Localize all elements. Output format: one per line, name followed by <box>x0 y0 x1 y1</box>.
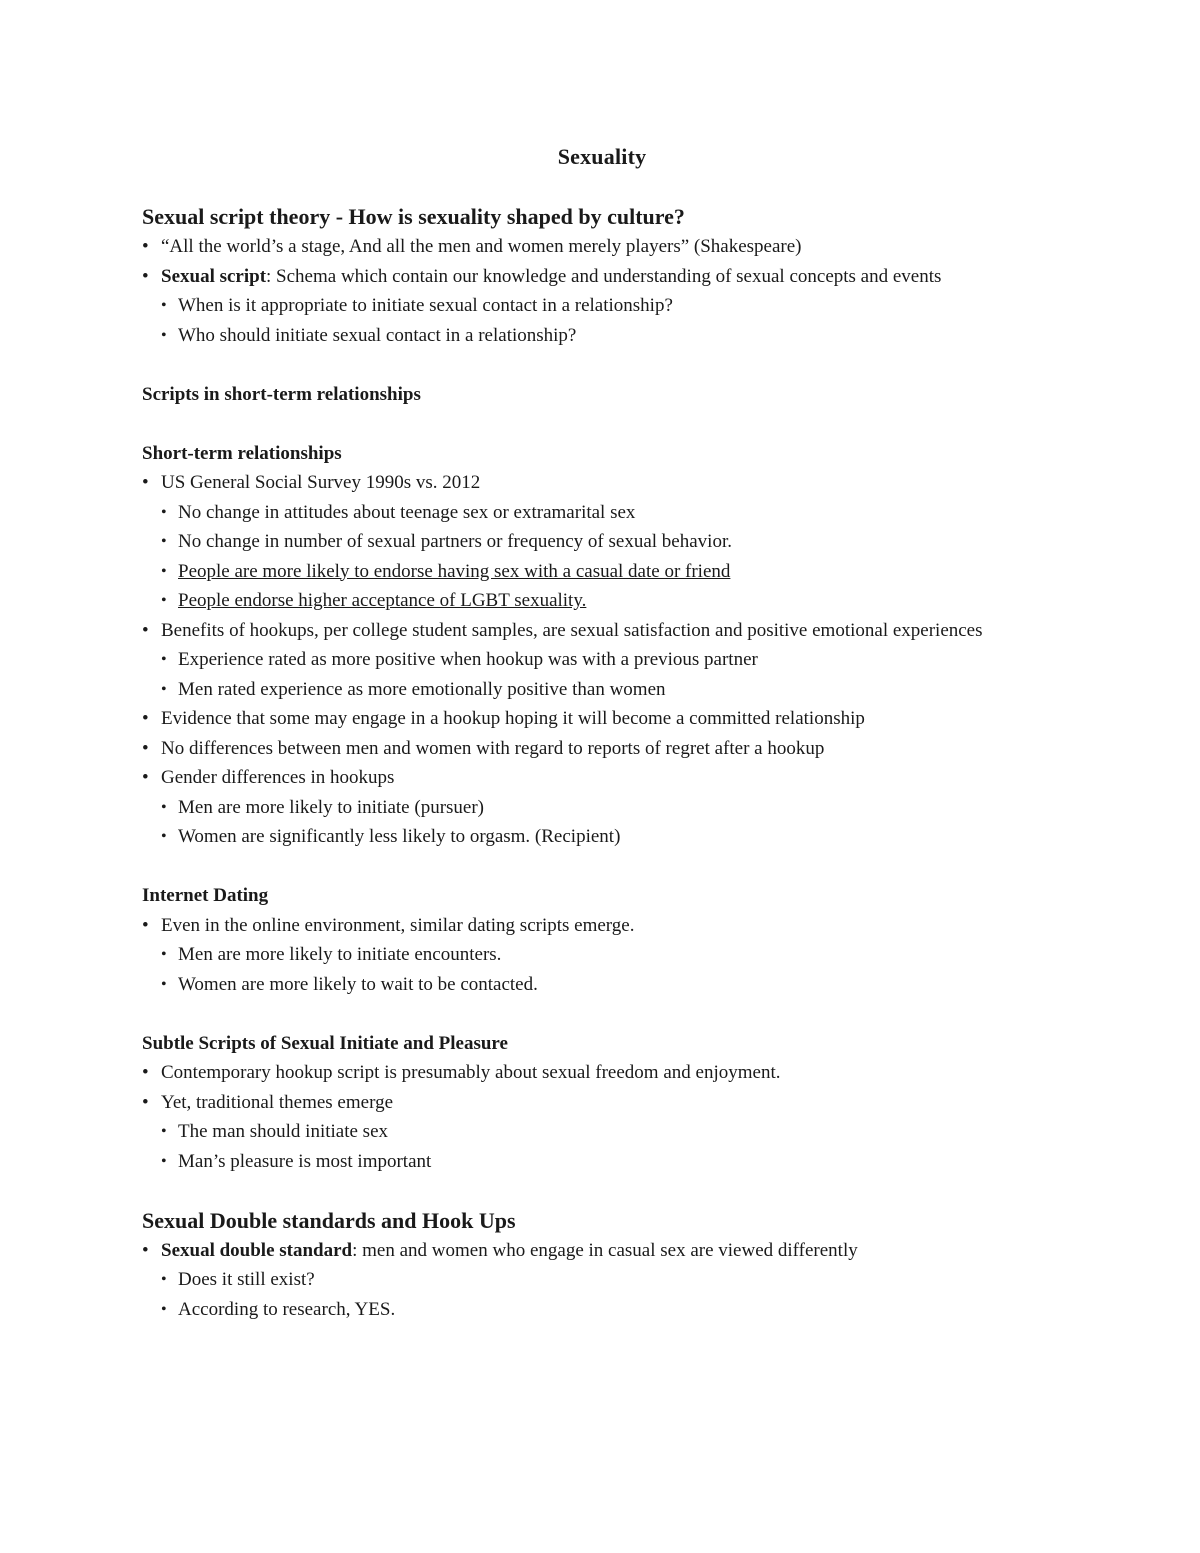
sub-list-item: • Women are significantly less likely to orgasm. (Recipient) <box>142 822 1062 852</box>
section-heading-subtle-scripts: Subtle Scripts of Sexual Initiate and Pleasure <box>142 1032 508 1054</box>
sub-list-item: • No change in number of sexual partners or frequency of sexual behavior. <box>142 527 1062 557</box>
section-heading-sexual-script-theory: Sexual script theory - How is sexuality shaped by culture? <box>142 204 685 229</box>
sub-list-item: • Men are more likely to initiate encounters. <box>142 940 1062 970</box>
underlined-text: People are more likely to endorse having sex with a casual date or friend <box>178 560 731 582</box>
list-item: • Gender differences in hookups <box>142 763 1062 793</box>
spacer <box>142 350 1062 380</box>
sub-list-item: • No change in attitudes about teenage sex or extramarital sex <box>142 498 1062 528</box>
term-label: Sexual double standard <box>161 1239 353 1261</box>
document-title: Sexuality <box>557 144 647 169</box>
underlined-text: People endorse higher acceptance of LGBT sexuality. <box>178 590 587 611</box>
section-list-short-term-relationships <box>142 468 1062 852</box>
sub-list-item: • Men are more likely to initiate (pursuer) <box>142 793 1062 823</box>
list-item: • Yet, traditional themes emerge <box>142 1088 1062 1118</box>
section-list-sexual-script-theory <box>142 232 1062 350</box>
term-definition: : men and women who engage in casual sex are viewed differently <box>352 1239 858 1261</box>
sub-list-item: • When is it appropriate to initiate sexual contact in a relationship? <box>142 291 1062 321</box>
document-page <box>142 140 1062 1324</box>
sub-list-item: • Man’s pleasure is most important <box>142 1147 1062 1177</box>
section-heading-scripts-short-term: Scripts in short-term relationships <box>142 383 421 405</box>
spacer <box>142 1176 1062 1206</box>
list-item: • Benefits of hookups, per college student samples, are sexual satisfaction and positive emotional experiences <box>142 616 1062 646</box>
sub-list-item: • Experience rated as more positive when hookup was with a previous partner <box>142 645 1062 675</box>
section-list-subtle-scripts <box>142 1058 1062 1176</box>
section-heading-double-standards: Sexual Double standards and Hook Ups <box>142 1207 516 1233</box>
section-list-double-standards <box>142 1236 1062 1325</box>
sub-list-item: • According to research, YES. <box>142 1295 1062 1325</box>
spacer <box>142 852 1062 882</box>
sub-list-item: • Men rated experience as more emotionally positive than women <box>142 675 1062 705</box>
list-item: • Even in the online environment, similar dating scripts emerge. <box>142 911 1062 941</box>
section-list-internet-dating <box>142 911 1062 1000</box>
list-item: • US General Social Survey 1990s vs. 2012 <box>142 468 1062 498</box>
term-definition: : Schema which contain our knowledge and understanding of sexual concepts and events <box>266 265 942 287</box>
list-item: • No differences between men and women with regard to reports of regret after a hookup <box>142 734 1062 764</box>
list-item: • Contemporary hookup script is presumably about sexual freedom and enjoyment. <box>142 1058 1062 1088</box>
section-heading-internet-dating: Internet Dating <box>142 885 269 906</box>
sub-list-item: • The man should initiate sex <box>142 1117 1062 1147</box>
sub-list-item <box>142 557 1062 587</box>
spacer <box>142 999 1062 1029</box>
sub-list-item: • Does it still exist? <box>142 1265 1062 1295</box>
sub-list-item: • Women are more likely to wait to be contacted. <box>142 970 1062 1000</box>
term-label: Sexual script <box>161 265 267 287</box>
section-heading-short-term-relationships: Short-term relationships <box>142 442 342 464</box>
sub-list-item <box>142 586 1062 616</box>
list-item: • “All the world’s a stage, And all the men and women merely players” (Shakespeare) <box>142 232 1062 262</box>
sub-list-item: • Who should initiate sexual contact in a relationship? <box>142 321 1062 351</box>
list-item <box>142 1236 1062 1266</box>
list-item <box>142 262 1062 292</box>
list-item: • Evidence that some may engage in a hookup hoping it will become a committed relationship <box>142 704 1062 734</box>
spacer <box>142 409 1062 439</box>
